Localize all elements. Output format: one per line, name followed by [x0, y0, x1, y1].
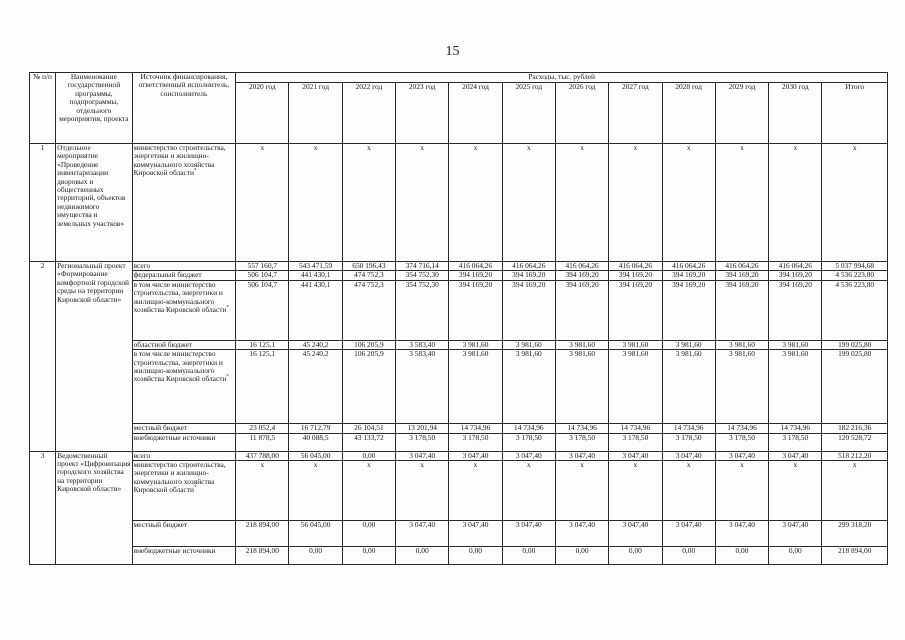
table-row	[30, 340, 888, 349]
table-cell: x	[236, 461, 289, 521]
table-cell: 374 716,14	[396, 262, 449, 271]
table-cell: 0,00	[342, 521, 395, 547]
header-year: 2025 год	[502, 83, 555, 144]
table-cell: 0,00	[342, 547, 395, 565]
table-cell: 3 981,60	[769, 340, 822, 349]
table-cell: 3 981,60	[555, 350, 608, 424]
table-cell: 416 064,26	[662, 262, 715, 271]
table-cell: x	[769, 144, 822, 262]
table-cell: 56 045,00	[289, 521, 342, 547]
page-number: 15	[445, 44, 460, 59]
table-cell: 3 981,60	[609, 350, 662, 424]
table-cell: x	[609, 144, 662, 262]
row-number: 3	[30, 451, 56, 564]
table-cell: 14 734,96	[555, 424, 608, 433]
table-cell: x	[662, 461, 715, 521]
row-total: x	[822, 144, 888, 262]
table-cell: 3 981,60	[502, 350, 555, 424]
row-source	[132, 461, 236, 521]
table-cell: 394 169,20	[449, 280, 502, 340]
table-cell: 474 752,3	[342, 280, 395, 340]
table-cell: 394 169,20	[555, 271, 608, 280]
table-cell: 441 430,1	[289, 271, 342, 280]
table-cell: 394 169,20	[502, 280, 555, 340]
header-name: Наименование государственной программы, подпрограммы, отдельного мероприятия, проекта	[56, 73, 132, 144]
table-cell: 3 981,60	[555, 340, 608, 349]
table-cell: 3 047,40	[396, 521, 449, 547]
table-cell: 3 047,40	[449, 521, 502, 547]
row-source	[132, 340, 236, 349]
row-total: 5 037 994,68	[822, 262, 888, 271]
row-source	[132, 271, 236, 280]
row-source	[132, 424, 236, 433]
table-cell: 3 047,40	[609, 521, 662, 547]
table-cell: 3 981,60	[449, 340, 502, 349]
table-cell: 106 205,9	[342, 340, 395, 349]
header-num: № п/п	[30, 73, 56, 144]
table-cell: 394 169,20	[449, 271, 502, 280]
header-total: Итого	[822, 83, 888, 144]
table-cell: 3 178,50	[662, 433, 715, 451]
table-cell: 11 878,5	[236, 433, 289, 451]
table-cell: x	[502, 461, 555, 521]
table-cell: 394 169,20	[555, 280, 608, 340]
table-cell: 14 734,96	[769, 424, 822, 433]
table-cell: 394 169,20	[609, 271, 662, 280]
table-row	[30, 451, 888, 460]
row-source-text: внебюджетные источники	[133, 546, 216, 556]
table-row	[30, 262, 888, 271]
header-year: 2030 год	[769, 83, 822, 144]
table-cell: 394 169,20	[662, 271, 715, 280]
table-row	[30, 521, 888, 547]
row-total: 199 025,80	[822, 350, 888, 424]
table-cell: 0,00	[396, 547, 449, 565]
table-cell: 14 734,96	[662, 424, 715, 433]
table-cell: x	[396, 461, 449, 521]
row-source-text: в том числе министерство строительства, энергетики и жилищно-коммунального хозяйства Кировской области	[133, 349, 227, 384]
header-year: 2026 год	[555, 83, 608, 144]
table-cell: x	[662, 144, 715, 262]
table-cell: 394 169,20	[609, 280, 662, 340]
table-cell: 394 169,20	[769, 280, 822, 340]
table-cell: 45 240,2	[289, 350, 342, 424]
row-source	[132, 521, 236, 547]
table-cell: 0,00	[662, 547, 715, 565]
table-cell: 394 169,20	[715, 271, 768, 280]
table-cell: 650 196,43	[342, 262, 395, 271]
table-cell: 23 052,4	[236, 424, 289, 433]
table-cell: 394 169,20	[769, 271, 822, 280]
table-cell: 3 583,40	[396, 340, 449, 349]
table-cell: 14 734,96	[715, 424, 768, 433]
footnote-mark: *	[226, 374, 229, 380]
table-cell: x	[609, 461, 662, 521]
table-cell: 3 178,50	[555, 433, 608, 451]
table-cell: 26 104,51	[342, 424, 395, 433]
table-cell: 416 064,26	[449, 262, 502, 271]
table-cell: 416 064,26	[609, 262, 662, 271]
table-cell: 40 088,5	[289, 433, 342, 451]
table-cell: x	[502, 144, 555, 262]
table-cell: 16 712,79	[289, 424, 342, 433]
table-cell: 3 047,40	[715, 521, 768, 547]
table-cell: 557 160,7	[236, 262, 289, 271]
table-cell: 416 064,26	[715, 262, 768, 271]
table-cell: 106 205,9	[342, 350, 395, 424]
table-body	[30, 144, 888, 565]
table-cell: 394 169,20	[662, 280, 715, 340]
table-cell: 3 981,60	[662, 340, 715, 349]
row-total: 218 894,00	[822, 547, 888, 565]
table-cell: 474 752,3	[342, 271, 395, 280]
table-cell: 3 047,40	[769, 451, 822, 460]
header-year: 2020 год	[236, 83, 289, 144]
table-cell: x	[342, 461, 395, 521]
table-cell: 0,00	[715, 547, 768, 565]
header-source: Источник финансирования, ответственный исполнитель, соисполнитель	[132, 73, 236, 144]
table-cell: 3 981,60	[715, 340, 768, 349]
header-year: 2028 год	[662, 83, 715, 144]
table-cell: x	[396, 144, 449, 262]
table-cell: 3 047,40	[609, 451, 662, 460]
table-cell: 354 752,30	[396, 271, 449, 280]
table-cell: 394 169,20	[715, 280, 768, 340]
row-source	[132, 262, 236, 271]
row-source-text: всего	[133, 451, 151, 460]
table-cell: x	[342, 144, 395, 262]
table-cell: 3 583,40	[396, 350, 449, 424]
header-year: 2022 год	[342, 83, 395, 144]
table-cell: 394 169,20	[502, 271, 555, 280]
row-source-text: министерство строительства, энергетики и жилищно-коммунального хозяйства Кировской области	[133, 143, 226, 178]
table-cell: 0,00	[502, 547, 555, 565]
row-total: 299 318,20	[822, 521, 888, 547]
table-row	[30, 350, 888, 424]
table-cell: 0,00	[342, 451, 395, 460]
header-expenses: Расходы, тыс. рублей	[236, 73, 888, 83]
row-name: Ведомственный проект «Цифровизация городского хозяйства на территории Кировской области»	[56, 451, 132, 564]
table-cell: 3 047,40	[662, 521, 715, 547]
table-cell: 3 981,60	[662, 350, 715, 424]
row-name: Региональный проект «Формирование комфортной городской среды на территории Кировской области»	[56, 262, 132, 452]
table-cell: 354 752,30	[396, 280, 449, 340]
table-cell: 3 047,40	[502, 451, 555, 460]
table-row	[30, 280, 888, 340]
header-year: 2027 год	[609, 83, 662, 144]
row-source-text: внебюджетные источники	[133, 433, 216, 442]
table-cell: 437 788,00	[236, 451, 289, 460]
row-source	[132, 433, 236, 451]
row-source-text: в том числе министерство строительства, энергетики и жилищно-коммунального хозяйства Кировской области	[133, 280, 227, 315]
table-cell: 14 734,96	[502, 424, 555, 433]
table-cell: 416 064,26	[769, 262, 822, 271]
table-row	[30, 547, 888, 565]
table-cell: 3 047,40	[769, 521, 822, 547]
table-cell: 3 981,60	[449, 350, 502, 424]
header-year: 2021 год	[289, 83, 342, 144]
table-cell: 16 125,1	[236, 350, 289, 424]
table-cell: 3 178,50	[715, 433, 768, 451]
row-source-text: местный бюджет	[133, 423, 188, 433]
footnote-mark: *	[194, 168, 197, 174]
table-cell: 3 047,40	[502, 521, 555, 547]
table-cell: 0,00	[289, 547, 342, 565]
header-year: 2024 год	[449, 83, 502, 144]
row-source	[132, 547, 236, 565]
row-source	[132, 144, 236, 262]
row-source-text: всего	[133, 261, 151, 270]
row-number: 2	[30, 262, 56, 452]
table-cell: 218 894,00	[236, 547, 289, 565]
table-cell: 0,00	[555, 547, 608, 565]
table-cell: 3 981,60	[502, 340, 555, 349]
table-cell: x	[555, 144, 608, 262]
table-cell: 0,00	[609, 547, 662, 565]
table-cell: 218 894,00	[236, 521, 289, 547]
table-cell: x	[289, 144, 342, 262]
row-source	[132, 451, 236, 460]
header-row	[30, 73, 888, 83]
row-total: 199 025,80	[822, 340, 888, 349]
table-cell: 3 178,50	[449, 433, 502, 451]
header-year: 2023 год	[396, 83, 449, 144]
table-cell: 441 430,1	[289, 280, 342, 340]
table-cell: 543 471,59	[289, 262, 342, 271]
footnote-mark: *	[226, 305, 229, 311]
table-cell: 3 047,40	[396, 451, 449, 460]
row-total: x	[822, 461, 888, 521]
table-row	[30, 461, 888, 521]
row-source	[132, 280, 236, 340]
row-total: 182 216,36	[822, 424, 888, 433]
table-cell: 3 178,50	[396, 433, 449, 451]
table-cell: 3 981,60	[769, 350, 822, 424]
table-cell: 506 104,7	[236, 271, 289, 280]
table-cell: 56 045,00	[289, 451, 342, 460]
header-year: 2029 год	[715, 83, 768, 144]
row-number: 1	[30, 144, 56, 262]
table-cell: x	[449, 461, 502, 521]
table-cell: 43 133,72	[342, 433, 395, 451]
table-cell: 3 047,40	[715, 451, 768, 460]
table-cell: 3 047,40	[449, 451, 502, 460]
table-cell: 14 734,96	[449, 424, 502, 433]
table-cell: x	[715, 461, 768, 521]
budget-table	[29, 72, 888, 565]
table-cell: 3 047,40	[662, 451, 715, 460]
row-total: 4 536 223,80	[822, 280, 888, 340]
row-total: 4 536 223,80	[822, 271, 888, 280]
table-cell: x	[289, 461, 342, 521]
table-row	[30, 271, 888, 280]
table-cell: 416 064,26	[502, 262, 555, 271]
table-cell: 416 064,26	[555, 262, 608, 271]
row-total: 120 528,72	[822, 433, 888, 451]
table-cell: 0,00	[449, 547, 502, 565]
table-cell: 3 981,60	[609, 340, 662, 349]
table-cell: 3 178,50	[502, 433, 555, 451]
table-cell: 0,00	[769, 547, 822, 565]
table-row	[30, 433, 888, 451]
row-total: 518 212,20	[822, 451, 888, 460]
table-row	[30, 424, 888, 433]
table-cell: 506 104,7	[236, 280, 289, 340]
table-cell: x	[236, 144, 289, 262]
table-cell: x	[715, 144, 768, 262]
table-cell: x	[555, 461, 608, 521]
table-cell: 3 047,40	[555, 451, 608, 460]
table-cell: 16 125,1	[236, 340, 289, 349]
row-source-text: местный бюджет	[133, 520, 188, 530]
table-cell: 3 178,50	[609, 433, 662, 451]
table-cell: x	[449, 144, 502, 262]
footnote-mark: *	[194, 485, 197, 491]
table-cell: 3 047,40	[555, 521, 608, 547]
row-name: Отдельное мероприятие «Проведение инвентаризации дворовых и общественных территорий, объектов недвижимого имущества и земельных участков»	[56, 144, 132, 262]
table-cell: 3 178,50	[769, 433, 822, 451]
table-cell: 13 201,94	[396, 424, 449, 433]
row-source	[132, 350, 236, 424]
row-source-text: министерство строительства, энергетики и жилищно-коммунального хозяйства Кировской области	[133, 460, 226, 495]
table-row	[30, 144, 888, 262]
table-cell: 3 981,60	[715, 350, 768, 424]
table-cell: 45 240,2	[289, 340, 342, 349]
table-cell: 14 734,96	[609, 424, 662, 433]
table-cell: x	[769, 461, 822, 521]
row-source-text: федеральный бюджет	[133, 270, 202, 280]
row-source-text: областной бюджет	[133, 340, 192, 349]
